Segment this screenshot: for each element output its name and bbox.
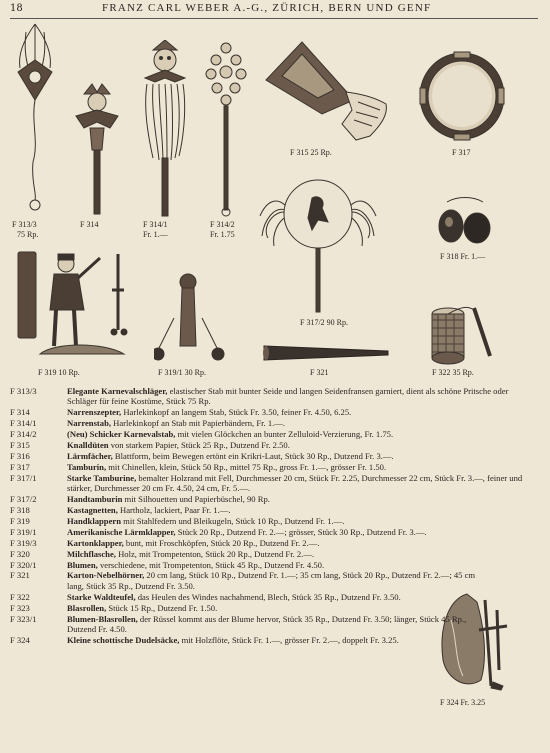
item-name: Narrenstab, xyxy=(67,418,112,429)
list-item xyxy=(10,440,538,450)
hand-tambourine-illustration xyxy=(256,176,380,316)
list-item xyxy=(10,527,538,537)
item-code: F 323 xyxy=(10,602,30,613)
item-name: Starke Tamburine, xyxy=(67,472,137,483)
item-text: mit Chinellen, klein, Stück 50 Rp., mittel 75 Rp., gross Fr. 1.—, grösser Fr. 1.50. xyxy=(106,461,387,472)
item-name: Milchflasche, xyxy=(67,548,116,559)
list-item xyxy=(10,451,538,461)
catalog-title: FRANZ CARL WEBER A.-G., ZÜRICH, BERN UND GENF xyxy=(102,2,432,14)
item-text: Stück 15 Rp., Dutzend Fr. 1.50. xyxy=(106,602,218,613)
item-name: Handtamburin xyxy=(67,494,123,505)
paper-bang-bag-illustration xyxy=(262,40,392,144)
item-name: Handklappern xyxy=(67,515,121,526)
list-item xyxy=(10,473,538,494)
list-item xyxy=(10,386,538,407)
item-name: Kartonklapper, xyxy=(67,537,124,548)
item-code: F 318 xyxy=(10,504,30,515)
bell-staff-illustration xyxy=(203,40,249,218)
caption-code: F 319/1 30 Rp. xyxy=(158,368,207,377)
caption-f317 xyxy=(452,148,470,158)
caption-code: F 313/3 xyxy=(12,220,37,229)
page-number: 18 xyxy=(10,3,23,14)
caption-code: F 314 xyxy=(80,220,99,229)
caption-f318 xyxy=(440,252,485,262)
item-text: bemalter Holzrand mit Fell, Durchmesser 20 cm, Stück Fr. 2.25, Durchmesser 22 cm, Stück Fr. 3.—, feiner und stärker, Durchmesser 20 cm Fr. 4.50, 24 cm, Fr. 5.—. xyxy=(67,472,523,494)
item-code: F 317 xyxy=(10,461,30,472)
list-item xyxy=(10,538,538,548)
caption-f314-2 xyxy=(210,220,235,240)
item-text: verschiedene, mit Trompetenton, Stück 45 Rp., Dutzend Fr. 4.50. xyxy=(97,559,325,570)
item-name: Blumen, xyxy=(67,559,98,570)
caption-f321 xyxy=(310,368,328,378)
item-name: Tamburin, xyxy=(67,461,107,472)
caption-code: F 317 xyxy=(452,148,471,157)
item-text: Hartholz, lackiert, Paar Fr. 1.—. xyxy=(117,504,231,515)
jester-sceptre-illustration xyxy=(72,82,122,222)
item-code: F 319/3 xyxy=(10,537,37,548)
list-item xyxy=(10,407,538,417)
tambourine-illustration xyxy=(418,50,506,142)
item-name: (Neu) Schicker Karnevalstab, xyxy=(67,429,176,440)
item-name: Karton-Nebelhörner, xyxy=(67,570,145,581)
page-header xyxy=(10,2,538,19)
item-text: Blattform, beim Bewegen ertönt ein Krikri-Laut, Stück 30 Rp., Dutzend Fr. 3.—. xyxy=(112,450,394,461)
item-text: mit Holzflöte, Stück Fr. 1.—, grösser Fr. 2.—, doppelt Fr. 3.25. xyxy=(179,634,399,645)
item-code: F 320/1 xyxy=(10,559,37,570)
item-name: Blasrollen, xyxy=(67,602,107,613)
caption-code: F 321 xyxy=(310,368,329,377)
item-text: mit Stahlfedern und Bleikugeln, Stück 10 Rp., Dutzend Fr. 1.—. xyxy=(120,515,345,526)
caption-f314 xyxy=(80,220,98,230)
item-name: Narrenszepter, xyxy=(67,407,122,418)
item-name: Blumen-Blasrollen, xyxy=(67,613,138,624)
item-code: F 319 xyxy=(10,515,30,526)
item-name: Lärmfächer, xyxy=(67,450,113,461)
item-name: Elegante Karnevalschläger, xyxy=(67,386,168,396)
item-code: F 319/1 xyxy=(10,526,37,537)
list-item xyxy=(10,570,477,591)
caption-code: F 315 25 Rp. xyxy=(290,148,332,157)
item-code: F 317/2 xyxy=(10,494,37,505)
caption-f319 xyxy=(38,368,80,378)
list-item xyxy=(10,592,477,602)
list-item xyxy=(10,494,538,504)
waldteufel-illustration xyxy=(428,300,498,370)
item-code: F 316 xyxy=(10,450,30,461)
list-item xyxy=(10,429,538,439)
caption-f314-1 xyxy=(143,220,168,240)
item-text: von starkem Papier, Stück 25 Rp., Dutzend Fr. 2.50. xyxy=(108,440,290,451)
caption-code: F 319 10 Rp. xyxy=(38,368,80,377)
caption-code: F 324 Fr. 3.25 xyxy=(440,698,486,707)
item-name: Kastagnetten, xyxy=(67,504,118,515)
castanets-illustration xyxy=(437,196,493,248)
caption-price: Fr. 1.75 xyxy=(210,230,235,239)
caption-f324 xyxy=(440,698,485,708)
item-code: F 314/1 xyxy=(10,418,37,429)
item-code: F 322 xyxy=(10,591,30,602)
caption-code: F 314/1 xyxy=(143,220,168,229)
item-name: Kleine schottische Dudelsäcke, xyxy=(67,634,180,645)
caption-f319-1 xyxy=(158,368,206,378)
caption-price: Fr. 1.— xyxy=(143,230,168,239)
list-item xyxy=(10,418,538,428)
caption-f315 xyxy=(290,148,332,158)
product-list xyxy=(10,386,538,646)
item-text: mit vielen Glöckchen an bunter Zelluloid-Verzierung, Fr. 1.75. xyxy=(175,429,394,440)
item-text: das Heulen des Windes nachahmend, Blech, Stück 35 Rp., Dutzend Fr. 3.50. xyxy=(135,591,401,602)
item-code: F 324 xyxy=(10,634,30,645)
item-code: F 313/3 xyxy=(10,386,37,396)
caption-code: F 314/2 xyxy=(210,220,235,229)
caption-code: F 322 35 Rp. xyxy=(432,368,474,377)
caption-f322 xyxy=(432,368,474,378)
item-code: F 320 xyxy=(10,548,30,559)
list-item xyxy=(10,603,477,613)
list-item xyxy=(10,549,538,559)
jester-staff-illustration xyxy=(135,40,195,222)
caption-f313-3 xyxy=(12,220,38,240)
item-code: F 321 xyxy=(10,570,30,581)
item-text: der Rüssel kommt aus der Blume hervor, Stück 35 Rp., Dutzend Fr. 3.50; länger, Stück 45 Rp., Dutzend Fr. 4.50. xyxy=(67,613,467,634)
list-item xyxy=(10,516,538,526)
hand-clapper-illustration xyxy=(14,250,142,362)
item-text: mit Silhouetten und Papierbüschel, 90 Rp. xyxy=(122,494,270,505)
carnival-beater-illustration xyxy=(12,22,58,212)
caption-price: 75 Rp. xyxy=(17,230,39,239)
list-item xyxy=(10,505,538,515)
item-code: F 323/1 xyxy=(10,613,37,624)
item-code: F 314/2 xyxy=(10,429,37,440)
list-item xyxy=(10,614,477,635)
item-text: Harlekinkopf an Stab mit Papierbändern, Fr. 1.—. xyxy=(111,418,286,429)
list-item xyxy=(10,635,477,645)
item-code: F 314 xyxy=(10,407,30,418)
caption-code: F 317/2 90 Rp. xyxy=(300,318,349,327)
item-text: 20 cm lang, Stück 10 Rp., Dutzend Fr. 1.—; 35 cm lang, Stück 20 Rp., Dutzend Fr. 2.—; 45 cm lang, Stück 35 Rp., Dutzend Fr. 3.50. xyxy=(67,570,476,591)
item-code: F 315 xyxy=(10,440,30,451)
item-text: elastischer Stab mit bunter Seide und langen Seidenfransen garniert, dient als schöne Pritsche oder Schläger für feine Kostüme, Stück 75 Rp. xyxy=(67,386,509,407)
item-text: bunt, mit Froschköpfen, Stück 20 Rp., Dutzend Fr. 2.—. xyxy=(123,537,320,548)
list-item xyxy=(10,560,477,570)
item-text: Harlekinkopf an langem Stab, Stück Fr. 3.50, feiner Fr. 4.50, 6.25. xyxy=(121,407,352,418)
item-name: Amerikanische Lärmklapper, xyxy=(67,526,176,537)
caption-code: F 318 Fr. 1.— xyxy=(440,252,486,261)
item-name: Starke Waldteufel, xyxy=(67,591,136,602)
item-text: Holz, mit Trompetenton, Stück 20 Rp., Dutzend Fr. 2.—. xyxy=(115,548,315,559)
list-item xyxy=(10,462,538,472)
caption-f317-2 xyxy=(300,318,348,328)
foghorn-illustration xyxy=(262,344,390,362)
item-code: F 317/1 xyxy=(10,472,37,483)
item-text: Stück 20 Rp., Dutzend Fr. 2.—; grösser, Stück 30 Rp., Dutzend Fr. 3.—. xyxy=(175,526,427,537)
noise-clapper-illustration xyxy=(154,272,230,364)
item-name: Knalldüten xyxy=(67,440,109,451)
